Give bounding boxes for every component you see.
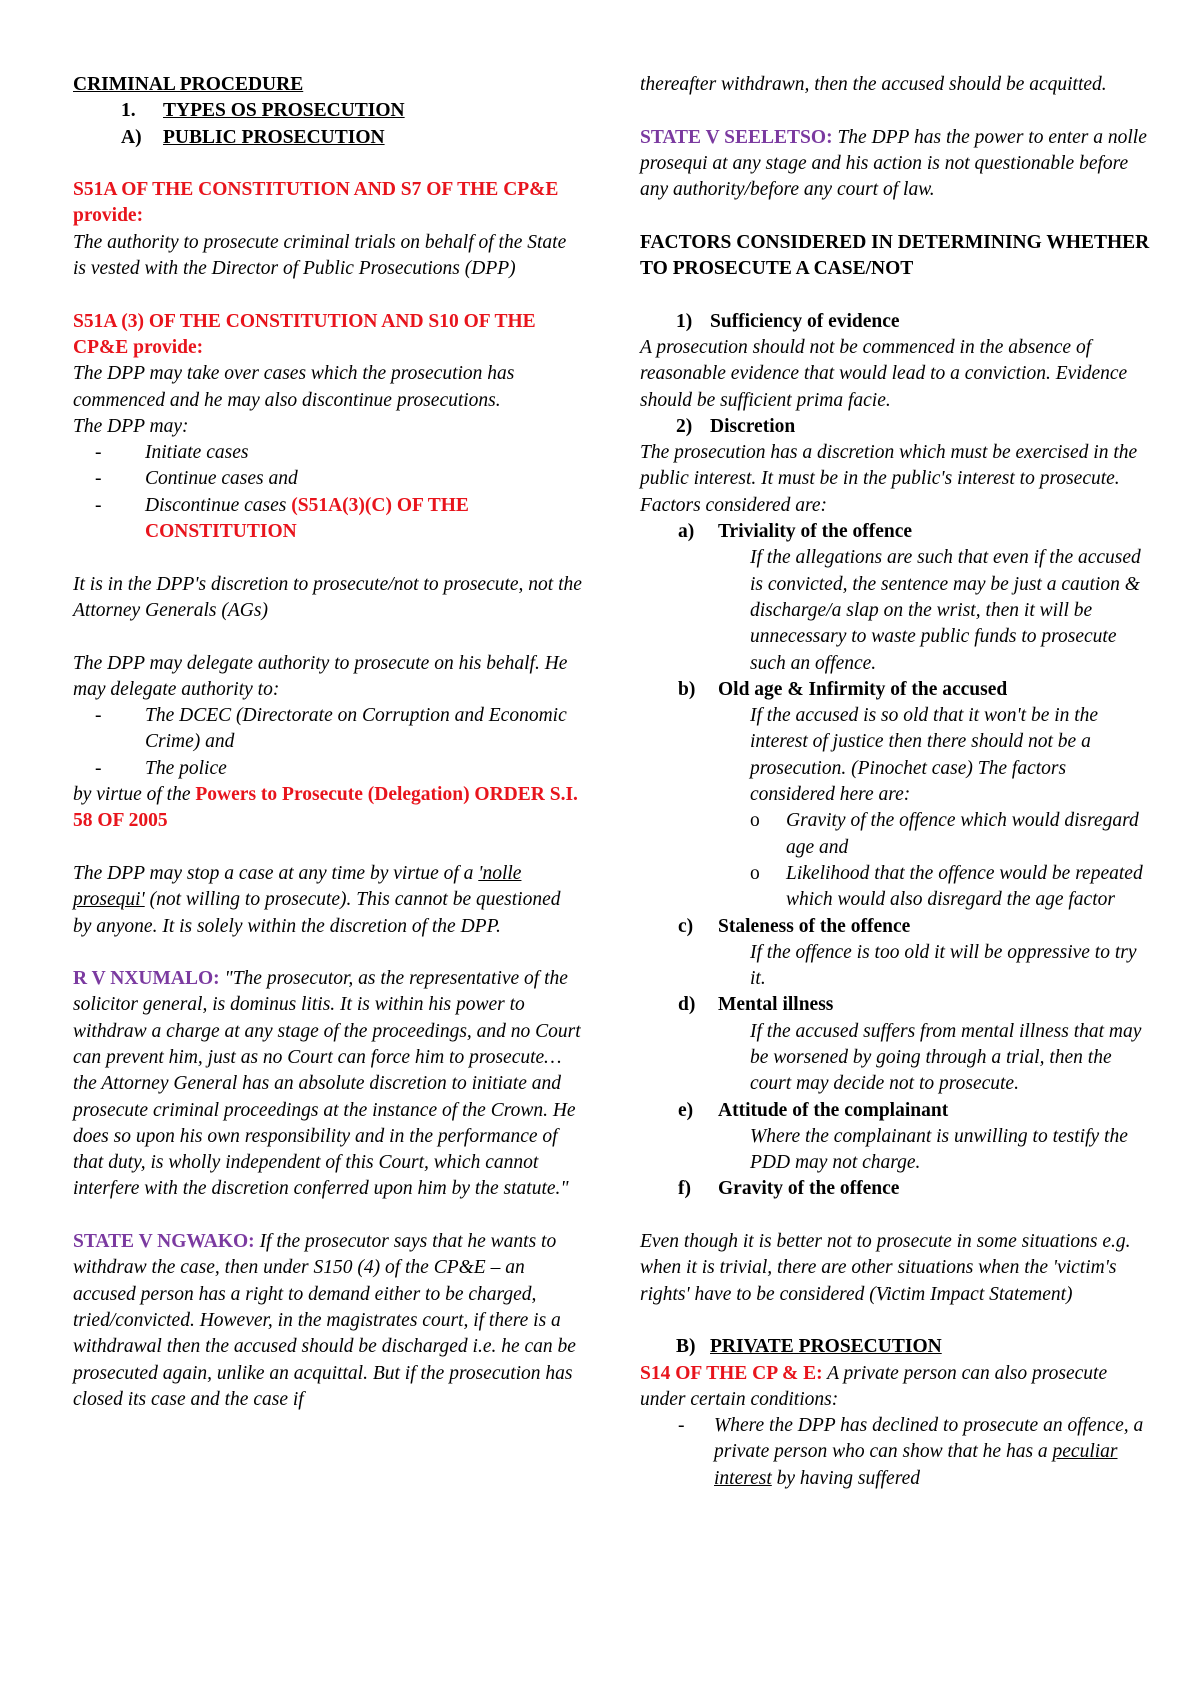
paragraph: The DPP may take over cases which the prosecution has commenced and he may also discontinue prosecutions.: [73, 363, 515, 411]
sub-factor-body: If the accused suffers from mental illness that may be worsened by going through a trial, then the court may decide not to prosecute.: [750, 1020, 1142, 1095]
case-name: STATE V SEELETSO:: [640, 126, 833, 148]
paragraph: thereafter withdrawn, then the accused should be acquitted.: [640, 74, 1107, 95]
statute-heading: S51A (3) OF THE CONSTITUTION AND S10 OF THE CP&E provide:: [73, 310, 536, 358]
subsection-title: PUBLIC PROSECUTION: [163, 126, 385, 148]
section-title: TYPES OS PROSECUTION: [163, 100, 405, 122]
paragraph: The prosecution has a discretion which must be exercised in the public interest. It must be in the public's interest to prosecute. Factors considered are:: [640, 442, 1138, 516]
sub-factor-e: e) Attitude of the complainant: [678, 1099, 949, 1121]
list-item: - Discontinue cases (S51A(3)(C) OF THE CONSTITUTION: [95, 494, 469, 543]
list-item: - The DCEC (Directorate on Corruption and Economic Crime) and: [95, 705, 567, 753]
case-name: R V NXUMALO:: [73, 968, 220, 990]
case-paragraph: STATE V SEELETSO: The DPP has the power to enter a nolle prosequi at any stage and his action is not questionable before any authority/before any court of law.: [640, 126, 1147, 201]
list-item: o Likelihood that the offence would be repeated which would also disregard the age factor: [750, 862, 1143, 911]
paragraph: The DPP may stop a case at any time by virtue of a 'nolle prosequi' (not willing to prosecute). This cannot be questioned by anyone. It is solely within the discretion of the DPP.: [73, 862, 561, 937]
latin-term: 'nolle prosequi': [73, 862, 522, 911]
paragraph: by virtue of the Powers to Prosecute (Delegation) ORDER S.I. 58 OF 2005: [73, 784, 578, 832]
paragraph: Even though it is better not to prosecute in some situations e.g. when it is trivial, there are other situations when the 'victim's rights' have to be considered (Victim Impact Statement): [640, 1231, 1131, 1305]
paragraph: A prosecution should not be commenced in the absence of reasonable evidence that would lead to a conviction. Evidence should be sufficient prima facie.: [640, 336, 1128, 411]
right-column: [640, 72, 1150, 1492]
section-number: 1.: [121, 100, 136, 122]
paragraph: S14 OF THE CP & E: A private person can also prosecute under certain conditions:: [640, 1362, 1108, 1410]
sub-factor-body: If the offence is too old it will be oppressive to try it.: [750, 941, 1137, 990]
paragraph: The DPP may delegate authority to prosecute on his behalf. He may delegate authority to:: [73, 652, 568, 700]
case-paragraph: R V NXUMALO: "The prosecutor, as the representative of the solicitor general, is dominus litis. It is within his power to withdraw a charge at any stage of the proceedings, and no Court can prevent him, just as no Court can force him to prosecute…the Attorney General has an absolute discretion to initiate and prosecute criminal proceedings at the instance of the Crown. He does so upon his own responsibility and in the performance of that duty, is wholly independent of this Court, which cannot interfere with the discretion conferred upon him by the statute.": [73, 968, 581, 1200]
subsection-heading-b: B) PRIVATE PROSECUTION: [676, 1336, 942, 1358]
list-item: - Initiate cases: [95, 442, 249, 464]
subsection-letter: A): [121, 126, 142, 148]
factor-heading-1: 1) Sufficiency of evidence: [676, 310, 900, 332]
statute-reference: Powers to Prosecute (Delegation) ORDER S.I. 58 OF 2005: [73, 784, 578, 832]
key-term: peculiar interest: [714, 1441, 1118, 1489]
list-item: - Continue cases and: [95, 468, 298, 490]
sub-factor-body: Where the complainant is unwilling to testify the PDD may not charge.: [750, 1125, 1128, 1174]
factor-heading-2: 2) Discretion: [676, 415, 796, 437]
subsection-heading-a: [121, 125, 583, 151]
left-column: [73, 72, 583, 1413]
paragraph: The DPP may:: [73, 415, 189, 437]
sub-factor-b: b) Old age & Infirmity of the accused: [678, 678, 1008, 700]
statute-reference: (S51A(3)(C) OF THE CONSTITUTION: [145, 494, 469, 543]
sub-factor-body: If the allegations are such that even if the accused is convicted, the sentence may be just a caution & discharge/a slap on the wrist, then it will be unnecessary to waste public funds to prosecute such an offence.: [750, 547, 1141, 674]
sub-factor-body: If the accused is so old that it won't be in the interest of justice then there should not be a prosecution. (Pinochet case) The factors considered here are:: [750, 705, 1099, 806]
document-title: CRIMINAL PROCEDURE: [73, 74, 304, 95]
list-item: - Where the DPP has declined to prosecute an offence, a private person who can show that he has a peculiar interest by having suffered: [678, 1415, 1144, 1489]
section-heading-1: [121, 98, 583, 124]
paragraph: It is in the DPP's discretion to prosecute/not to prosecute, not the Attorney Generals (AGs): [73, 573, 582, 621]
list-item: o Gravity of the offence which would disregard age and: [750, 810, 1139, 858]
sub-factor-a: a) Triviality of the offence: [678, 521, 913, 543]
case-paragraph: STATE V NGWAKO: If the prosecutor says that he wants to withdraw the case, then under S150 (4) of the CP&E – an accused person has a right to demand either to be charged, tried/convicted. However, in the magistrates court, if there is a withdrawal then the accused should be discharged i.e. he can be prosecuted again, unlike an acquittal. But if the prosecution has closed its case and the case if: [73, 1231, 576, 1410]
case-name: STATE V NGWAKO:: [73, 1231, 255, 1253]
sub-factor-f: f) Gravity of the offence: [678, 1178, 900, 1200]
sub-factor-d: d) Mental illness: [678, 994, 834, 1016]
statute-reference: S14 OF THE CP & E:: [640, 1362, 823, 1384]
sub-factor-c: c) Staleness of the offence: [678, 915, 911, 937]
statute-heading: S51A OF THE CONSTITUTION AND S7 OF THE CP&E provide:: [73, 179, 559, 227]
paragraph: The authority to prosecute criminal trials on behalf of the State is vested with the Director of Public Prosecutions (DPP): [73, 231, 567, 280]
list-item: - The police: [95, 757, 227, 779]
factors-heading: FACTORS CONSIDERED IN DETERMINING WHETHER TO PROSECUTE A CASE/NOT: [640, 231, 1150, 280]
